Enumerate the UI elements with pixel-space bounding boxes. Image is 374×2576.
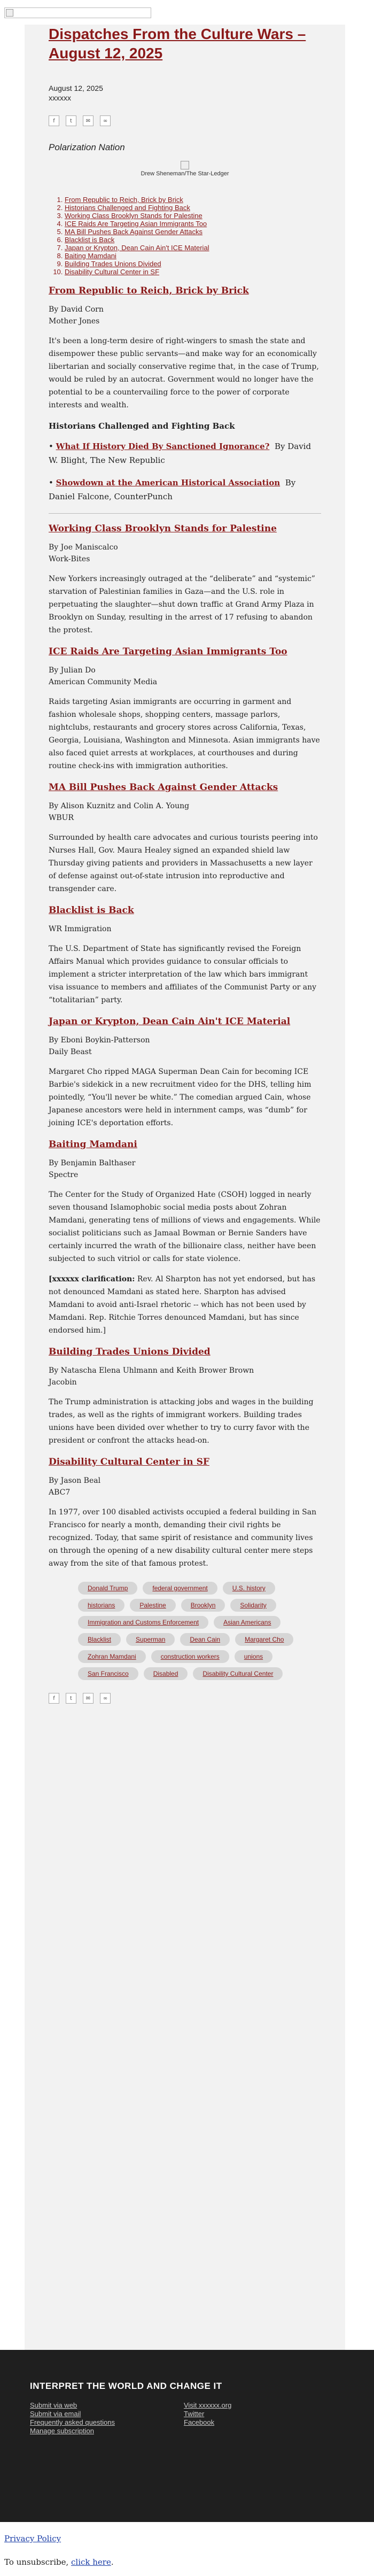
toc-link[interactable]: Japan or Krypton, Dean Cain Ain't ICE Material: [65, 244, 209, 252]
footer-links: [30, 2401, 374, 2435]
story-republic-to-reich: [49, 285, 321, 412]
article-link[interactable]: Showdown at the American Historical Association: [56, 478, 280, 488]
tag-pill[interactable]: Brooklyn: [181, 1599, 225, 1612]
story-source: ABC7: [49, 1488, 71, 1497]
toc-link[interactable]: From Republic to Reich, Brick by Brick: [65, 196, 183, 204]
unsubscribe-text: To unsubscribe,: [4, 2557, 72, 2567]
story-author: By Benjamin Balthaser: [49, 1159, 136, 1167]
legal-footer: [4, 2534, 114, 2567]
story-ma-bill: [49, 782, 321, 895]
tag-pill[interactable]: Palestine: [130, 1599, 175, 1612]
photo-credit: Drew Sheneman/The Star-Ledger: [141, 171, 229, 177]
story-body: Margaret Cho ripped MAGA Superman Dean Cain for becoming ICE Barbie's sidekick in a new recruitment video for the DHS, telling him pointedly, “You'll never be white.” The comedian argued Cain, whose Japanese ancestors were held in internment camps, was “dumb” for joining ICE's deportation efforts.: [49, 1067, 311, 1127]
unsubscribe-link[interactable]: click here: [71, 2557, 111, 2567]
broken-image-icon: [6, 9, 13, 17]
submit-web-link[interactable]: Submit via web: [30, 2401, 77, 2409]
tag-pill[interactable]: Disability Cultural Center: [193, 1667, 283, 1680]
story-building-trades: [49, 1347, 321, 1447]
story-source: American Community Media: [49, 678, 158, 686]
tag-pill[interactable]: Zohran Mamdani: [78, 1650, 146, 1663]
table-of-contents: [49, 196, 321, 276]
story-author: By David Corn: [49, 305, 104, 314]
story-title[interactable]: ICE Raids Are Targeting Asian Immigrants Too: [49, 646, 287, 657]
footer-slogan: INTERPRET THE WORLD AND CHANGE IT: [30, 2381, 222, 2391]
story-author: By Eboni Boykin-Patterson: [49, 1036, 150, 1045]
toc-item[interactable]: [65, 268, 321, 276]
toc-item[interactable]: [65, 244, 321, 252]
article-byline: By David W. Blight, The New Republic: [49, 442, 311, 465]
issue-code: xxxxxx: [49, 94, 71, 102]
newsletter-footer: [0, 2350, 374, 2522]
clarification-heading: [xxxxxx clarification:: [49, 1275, 135, 1283]
tag-pill[interactable]: Blacklist: [78, 1633, 121, 1646]
divider: [49, 513, 321, 514]
story-body: The U.S. Department of State has significantly revised the Foreign Affairs Manual which provides guidance to consular officials to implement a stricter interpretation of the law which bars immigrant visa issuance to members and affiliates of the Communist Party or any “totalitarian” party.: [49, 945, 317, 1004]
clarification-text: Rev. Al Sharpton has not yet endorsed, but has not denounced Mamdani as stated here. Sharpton has advised Mamdani to avoid anti-Israel rhetoric -- which has not been used by Mamdani. Rep. Ritchie Torres denounced Mamdani, but has since endorsed him.]: [49, 1275, 316, 1335]
tag-pill[interactable]: U.S. history: [223, 1582, 275, 1595]
story-title[interactable]: Building Trades Unions Divided: [49, 1347, 211, 1357]
tag-pill[interactable]: federal government: [143, 1582, 217, 1595]
article-byline: By Daniel Falcone, CounterPunch: [49, 478, 296, 501]
story-body: The Trump administration is attacking jobs and wages in the building trades, as well as the rights of immigrant workers. Building trades unions have been divided over whether to try to curry favor with the president or confront the attacks head-on.: [49, 1398, 314, 1445]
story-body: It's been a long-term desire of right-wingers to smash the state and disempower these public servants—and make way for an economically libertarian and socially conservative regime that, in the case of Trump, would be ruled by an autocrat. Government would no longer have the potential to be a countervailing force to the power of corporate interests and wealth.: [49, 337, 319, 409]
story-author: By Julian Do: [49, 666, 96, 675]
story-source: WR Immigration: [49, 925, 112, 933]
story-body: Raids targeting Asian immigrants are occurring in garment and fashion wholesale shops, shopping centers, massage parlors, nightclubs, restaurants and grocery stores across California, Texas, Georgia, Louisiana, Washington and Minnesota. Asian immigrants have also faced quiet arrests at workplaces, at courthouses and during routine check-ins with immigration authorities.: [49, 698, 320, 770]
twitter-link[interactable]: Twitter: [184, 2410, 205, 2418]
tag-pill[interactable]: Immigration and Customs Enforcement: [78, 1616, 208, 1629]
cartoon-image: [49, 159, 321, 185]
story-title: Historians Challenged and Fighting Back: [49, 421, 235, 431]
unsubscribe-line: [4, 2557, 114, 2567]
unsubscribe-suffix: .: [111, 2557, 114, 2567]
list-item: • What If History Died By Sanctioned Ignorance? By David W. Blight, The New Republic: [49, 442, 311, 465]
tag-pill[interactable]: Donald Trump: [78, 1582, 137, 1595]
story-source: Spectre: [49, 1171, 79, 1179]
tag-pill[interactable]: historians: [78, 1599, 124, 1612]
toc-item[interactable]: [65, 212, 321, 220]
facebook-link[interactable]: Facebook: [184, 2418, 215, 2426]
story-title[interactable]: Working Class Brooklyn Stands for Palestine: [49, 523, 277, 534]
tag-pill[interactable]: Margaret Cho: [235, 1633, 293, 1646]
toc-link[interactable]: Historians Challenged and Fighting Back: [65, 204, 190, 212]
story-title[interactable]: Japan or Krypton, Dean Cain Ain't ICE Material: [49, 1016, 291, 1027]
story-author: By Joe Maniscalco: [49, 543, 118, 552]
story-source: WBUR: [49, 814, 74, 822]
toc-link[interactable]: Building Trades Unions Divided: [65, 260, 161, 268]
story-author: By Jason Beal: [49, 1476, 101, 1485]
story-brooklyn-palestine: [49, 523, 321, 637]
story-body: The Center for the Study of Organized Hate (CSOH) logged in nearly seven thousand Islamophobic social media posts about Zohran Mamdani, generating tens of millions of views and engagements. While socialist politicians such as Jamaal Bowman or Bernie Sanders have certainly incurred the wrath of the billionaire class, neither have been subjected to such vitriol or calls for state violence.: [49, 1190, 321, 1263]
story-title[interactable]: Blacklist is Back: [49, 905, 134, 916]
toc-link[interactable]: MA Bill Pushes Back Against Gender Attacks: [65, 228, 202, 236]
share-icons-bottom: [49, 1693, 321, 1704]
faq-link[interactable]: Frequently asked questions: [30, 2418, 115, 2426]
toc-link[interactable]: ICE Raids Are Targeting Asian Immigrants Too: [65, 220, 207, 228]
clarification-note: [49, 1273, 321, 1337]
story-disability-center: [49, 1457, 321, 1570]
header-logo-image[interactable]: [4, 7, 151, 18]
link-icon[interactable]: ∞: [100, 115, 111, 126]
tag-pill[interactable]: unions: [235, 1650, 272, 1663]
privacy-policy-link[interactable]: Privacy Policy: [4, 2534, 61, 2543]
story-dean-cain: [49, 1016, 321, 1130]
story-author: By Natascha Elena Uhlmann and Keith Brower Brown: [49, 1366, 254, 1375]
top-bar: [0, 0, 374, 25]
story-historians: [49, 421, 321, 514]
manage-subscription-link[interactable]: Manage subscription: [30, 2427, 94, 2435]
story-title[interactable]: Disability Cultural Center in SF: [49, 1457, 209, 1467]
toc-link[interactable]: Working Class Brooklyn Stands for Palestine: [65, 212, 202, 220]
tag-pill[interactable]: Dean Cain: [180, 1633, 230, 1646]
story-title[interactable]: Baiting Mamdani: [49, 1139, 137, 1150]
story-source: Mother Jones: [49, 317, 100, 326]
story-author: By Alison Kuznitz and Colin A. Young: [49, 802, 190, 810]
footer-column-right: [184, 2401, 338, 2435]
story-blacklist: [49, 905, 321, 1007]
tag-pill[interactable]: Superman: [126, 1633, 175, 1646]
article-link[interactable]: What If History Died By Sanctioned Ignorance?: [56, 442, 270, 451]
facebook-icon[interactable]: f: [49, 115, 59, 126]
twitter-icon[interactable]: t: [66, 115, 76, 126]
newsletter-title[interactable]: Dispatches From the Culture Wars – August 12, 2025: [49, 26, 306, 61]
toc-link[interactable]: Blacklist is Back: [65, 236, 115, 244]
story-body: New Yorkers increasingly outraged at the “deliberate” and “systemic” starvation of Palestinian families in Gaza—and the U.S. role in perpetuating the slaughter—shut down traffic at Grand Army Plaza in Brooklyn on Sunday, resulting in the arrest of 17 refusing to abandon the protest.: [49, 575, 315, 635]
series-name: Polarization Nation: [49, 142, 125, 152]
tag-pill[interactable]: Solidarity: [230, 1599, 276, 1612]
toc-item[interactable]: [65, 220, 321, 228]
issue-date: August 12, 2025: [49, 84, 103, 92]
toc-item[interactable]: [65, 260, 321, 268]
topic-tags: [49, 1582, 305, 1680]
toc-link[interactable]: Baiting Mamdani: [65, 252, 116, 260]
toc-item[interactable]: [65, 196, 321, 204]
footer-column-left: [30, 2401, 184, 2435]
story-baiting-mamdani: [49, 1139, 321, 1337]
tag-pill[interactable]: construction workers: [151, 1650, 229, 1663]
tag-pill[interactable]: Asian Americans: [214, 1616, 280, 1629]
story-source: Jacobin: [49, 1378, 77, 1387]
story-body: In 1977, over 100 disabled activists occupied a federal building in San Francisco for nearly a month, demanding their civil rights be recognized. Today, that same spirit of resistance and community lives on through the opening of a new disability cultural center mere steps away from the site of that famous protest.: [49, 1508, 317, 1568]
story-ice-asian-immigrants: [49, 646, 321, 772]
toc-item[interactable]: [65, 252, 321, 260]
toc-link[interactable]: Disability Cultural Center in SF: [65, 268, 160, 276]
toc-item[interactable]: [65, 204, 321, 212]
tag-pill[interactable]: Disabled: [144, 1667, 188, 1680]
email-icon[interactable]: ✉: [83, 1693, 94, 1704]
story-source: Daily Beast: [49, 1048, 92, 1056]
list-item: • Showdown at the American Historical Association By Daniel Falcone, CounterPunch: [49, 478, 296, 501]
twitter-icon[interactable]: t: [66, 1693, 76, 1704]
story-body: Surrounded by health care advocates and curious tourists peering into Nurses Hall, Gov. Maura Healey signed an expanded shield law Thursday giving patients and providers in Massachusetts a new layer of defense against out-of-state intrusion into reproductive and transgender care.: [49, 833, 318, 893]
story-title[interactable]: MA Bill Pushes Back Against Gender Attacks: [49, 782, 278, 793]
broken-image-icon: [181, 161, 189, 169]
toc-item[interactable]: [65, 236, 321, 244]
email-icon[interactable]: ✉: [83, 115, 94, 126]
story-source: Work-Bites: [49, 555, 90, 563]
facebook-icon[interactable]: f: [49, 1693, 59, 1704]
submit-email-link[interactable]: Submit via email: [30, 2410, 81, 2418]
newsletter-body: [25, 25, 345, 2350]
tag-pill[interactable]: San Francisco: [78, 1667, 138, 1680]
share-icons: [49, 115, 321, 126]
visit-site-link[interactable]: Visit xxxxxx.org: [184, 2401, 232, 2409]
story-title[interactable]: From Republic to Reich, Brick by Brick: [49, 285, 249, 296]
toc-item[interactable]: [65, 228, 321, 236]
link-icon[interactable]: ∞: [100, 1693, 111, 1704]
